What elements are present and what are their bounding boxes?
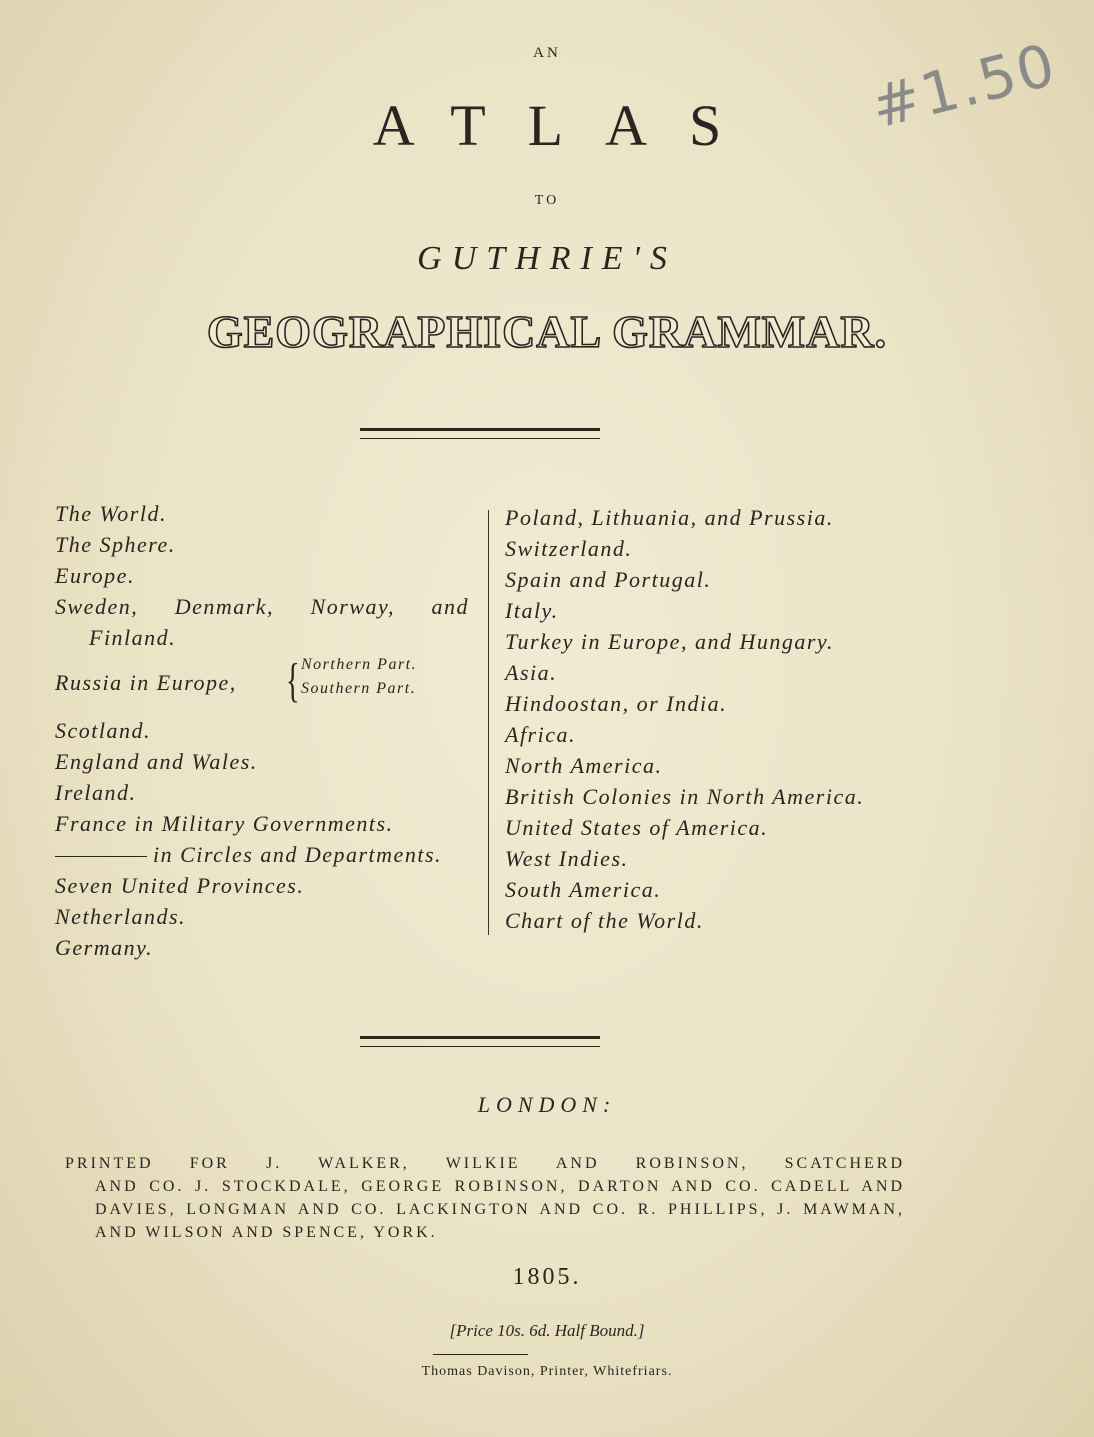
list-item: West Indies.: [505, 846, 629, 871]
title-geographical-grammar: GEOGRAPHICAL GRAMMAR.: [206, 306, 888, 357]
list-item: Scotland.: [55, 718, 151, 743]
imprint-london: LONDON:: [477, 1092, 617, 1117]
list-item: Seven United Provinces.: [55, 873, 305, 898]
list-item: England and Wales.: [55, 749, 258, 774]
list-item: Spain and Portugal.: [505, 567, 712, 592]
title-to: TO: [534, 193, 560, 208]
word: Norway,: [310, 594, 396, 619]
price-underline: [433, 1354, 528, 1355]
title-atlas: ATLAS: [372, 93, 764, 158]
printed-remaining-lines: AND CO. J. STOCKDALE, GEORGE ROBINSON, DARTON AND CO. CADELL AND DAVIES, LONGMAN AND CO. LACKINGTON AND CO. R. PHILLIPS, J. MAWMAN, AND WILSON AND SPENCE, YORK.: [95, 1178, 905, 1241]
france-circles-text: in Circles and Departments.: [153, 842, 442, 867]
column-divider: [488, 510, 489, 935]
word: Denmark,: [174, 594, 275, 619]
list-item: Turkey in Europe, and Hungary.: [505, 629, 834, 654]
list-item-france-circles: [55, 839, 475, 870]
title-an: AN: [533, 45, 561, 61]
list-item: Germany.: [55, 935, 154, 960]
handwritten-price-note: #1.50: [864, 30, 1064, 142]
contents-left-column: [55, 498, 475, 963]
printed-first-line: PRINTED FOR J. WALKER, WILKIE AND ROBINSON, SCATCHERD: [65, 1155, 905, 1172]
imprint-price: [Price 10s. 6d. Half Bound.]: [449, 1321, 645, 1340]
brace-glyph: {: [285, 654, 301, 707]
list-item-sweden: [55, 591, 469, 622]
contents-right-column: [505, 502, 925, 936]
russia-south: Southern Part.: [301, 680, 417, 697]
imprint-printer: Thomas Davison, Printer, Whitefriars.: [421, 1364, 673, 1379]
word: Sweden,: [55, 594, 139, 619]
list-item: The Sphere.: [55, 532, 176, 557]
list-item: Finland.: [89, 625, 177, 650]
list-item: North America.: [505, 753, 663, 778]
decorative-rule-bottom: [360, 1036, 600, 1047]
list-item: Ireland.: [55, 780, 137, 805]
title-guthrie: GUTHRIE'S: [417, 240, 677, 277]
list-item: Africa.: [505, 722, 576, 747]
list-item: Switzerland.: [505, 536, 633, 561]
list-item: Asia.: [505, 660, 558, 685]
list-item: South America.: [505, 877, 662, 902]
imprint-printed-for: [65, 1152, 905, 1244]
ditto-dash: [55, 856, 147, 857]
decorative-rule-top: [360, 428, 600, 439]
russia-parts: [301, 653, 417, 701]
list-item: Poland, Lithuania, and Prussia.: [505, 505, 834, 530]
list-item: Europe.: [55, 563, 135, 588]
list-item: Hindoostan, or India.: [505, 691, 728, 716]
russia-north: Northern Part.: [301, 656, 418, 673]
list-item: Netherlands.: [55, 904, 187, 929]
list-item: Italy.: [505, 598, 559, 623]
list-item: British Colonies in North America.: [505, 784, 865, 809]
list-item: United States of America.: [505, 815, 769, 840]
list-item: France in Military Governments.: [55, 811, 394, 836]
word: and: [431, 594, 469, 619]
list-item-russia: [55, 653, 475, 715]
list-item: Chart of the World.: [505, 908, 704, 933]
list-item: The World.: [55, 501, 167, 526]
russia-label: Russia in Europe,: [55, 670, 237, 695]
imprint-year: 1805.: [512, 1264, 582, 1290]
